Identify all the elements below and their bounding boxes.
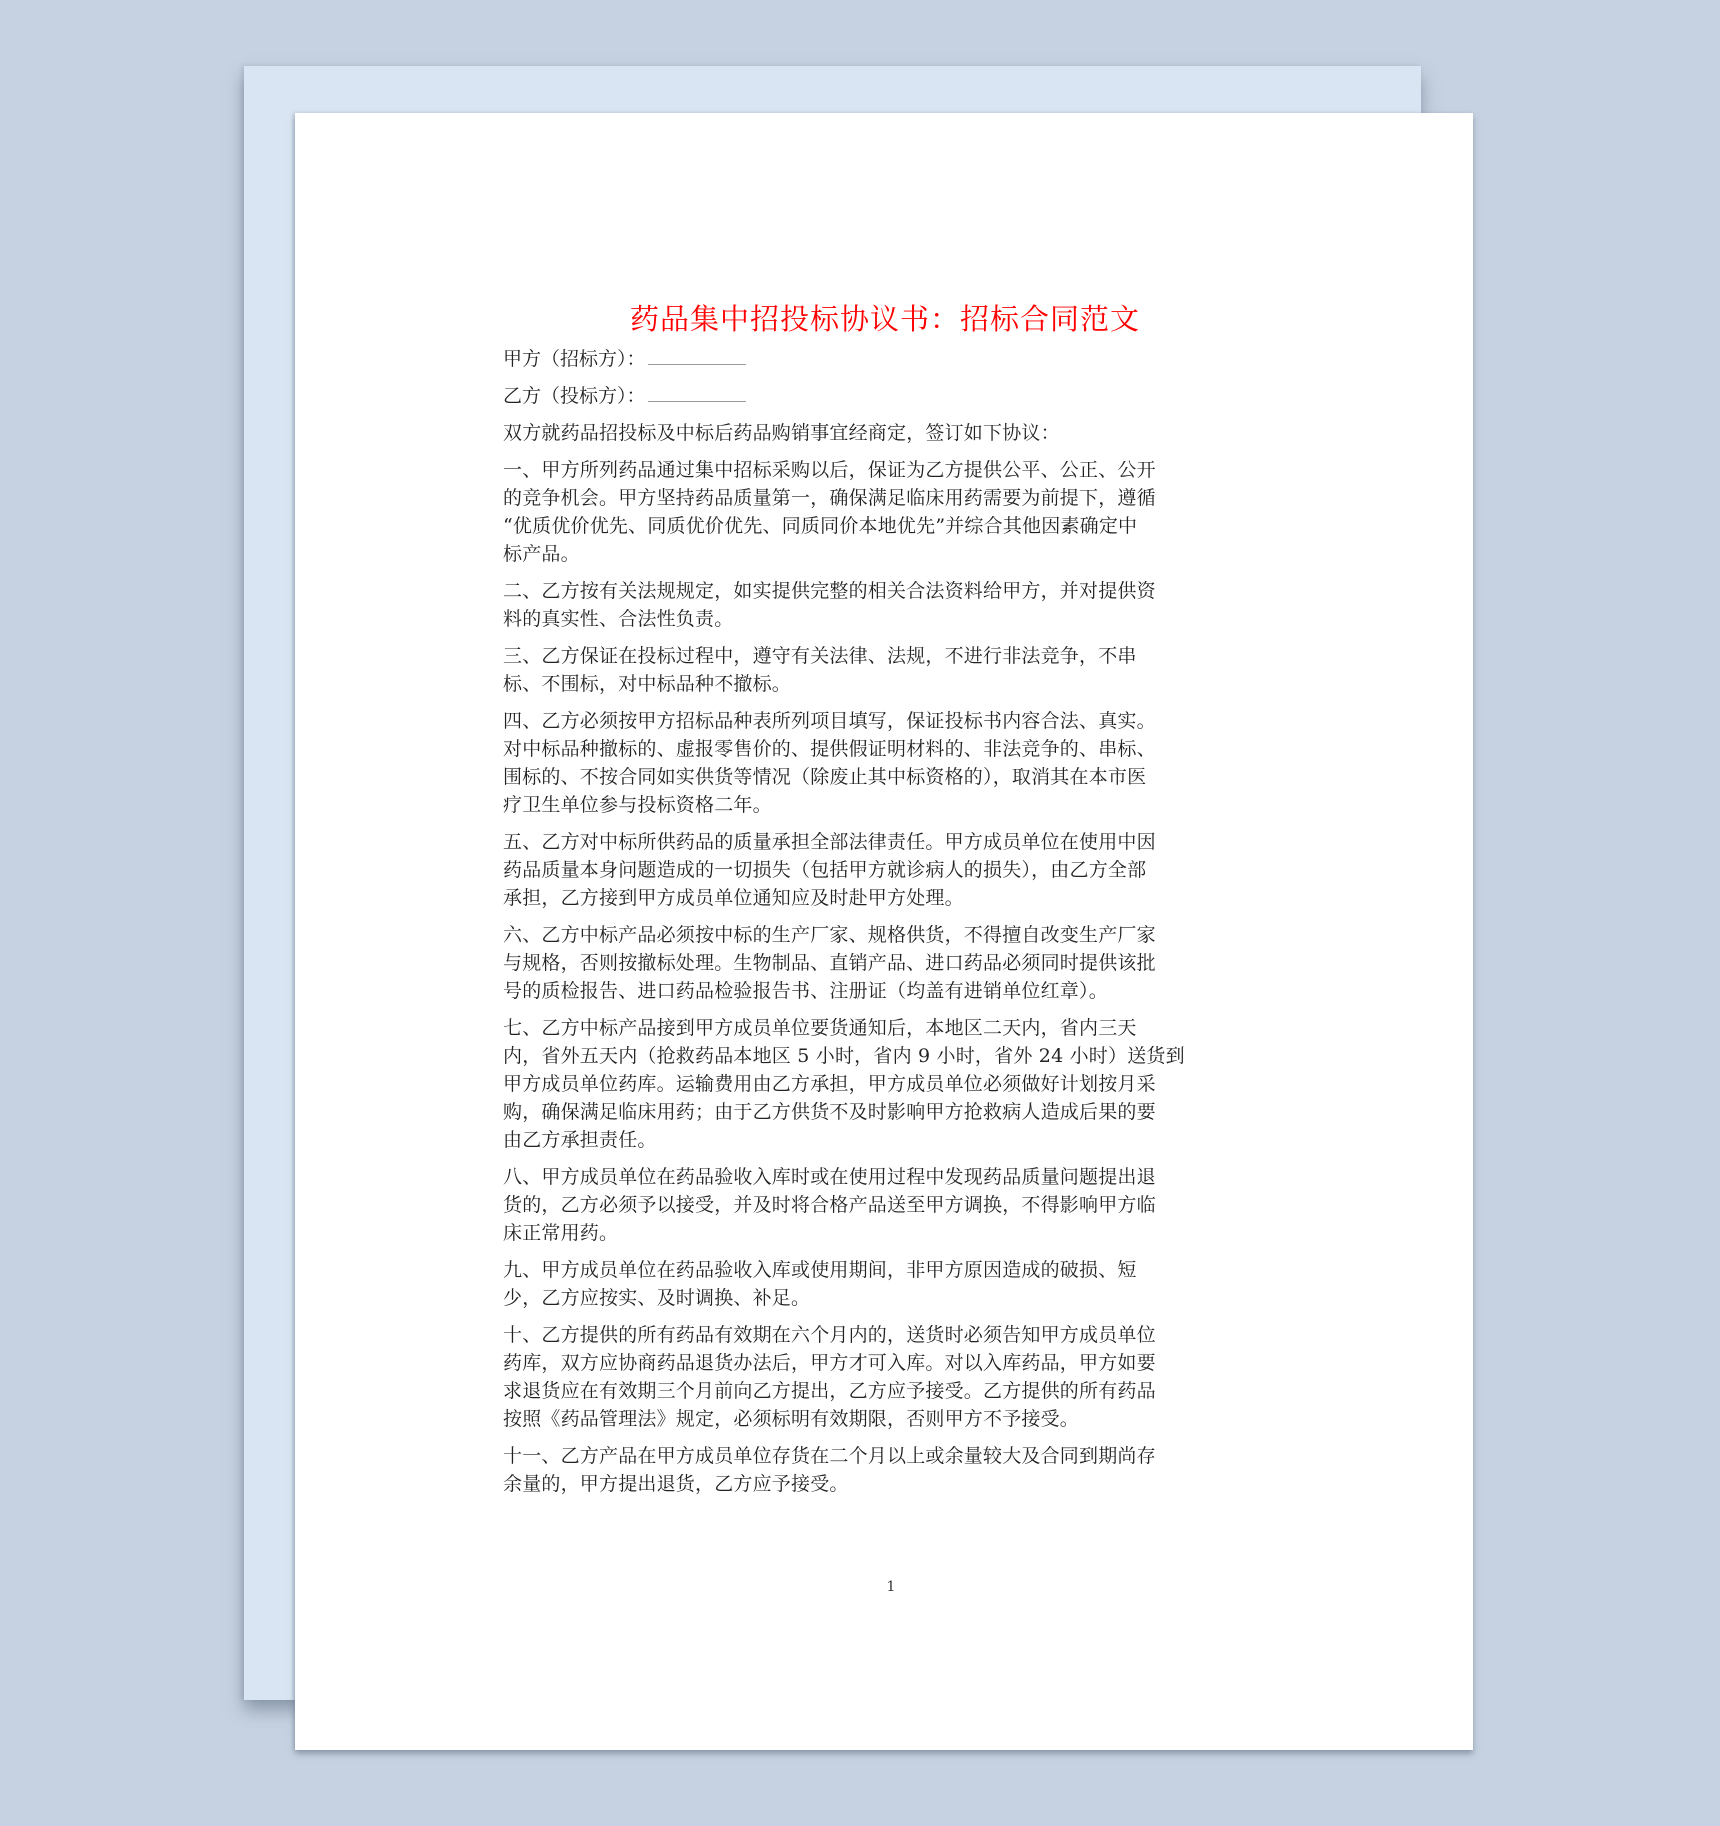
clause-line: 八、甲方成员单位在药品验收入库时或在使用过程中发现药品质量问题提出退: [503, 1166, 1156, 1188]
clause-line: 料的真实性、合法性负责。: [503, 608, 734, 630]
clause-line: 围标的、不按合同如实供货等情况（除废止其中标资格的），取消其在本市医: [503, 766, 1147, 788]
clause-line: 与规格，否则按撤标处理。生物制品、直销产品、进口药品必须同时提供该批: [503, 952, 1156, 974]
clause-line: 床正常用药。: [503, 1222, 619, 1244]
clause-line: 购，确保满足临床用药；由于乙方供货不及时影响甲方抢救病人造成后果的要: [503, 1101, 1156, 1123]
party-a-label: 甲方（招标方）：: [503, 348, 646, 370]
clause-line: 求退货应在有效期三个月前向乙方提出，乙方应予接受。乙方提供的所有药品: [503, 1380, 1156, 1402]
page-content: [503, 299, 1263, 1507]
clause-line: 六、乙方中标产品必须按中标的生产厂家、规格供货，不得擅自改变生产厂家: [503, 924, 1156, 946]
clause-line: 余量的，甲方提出退货，乙方应予接受。: [503, 1473, 849, 1495]
clause-line: 按照《药品管理法》规定，必须标明有效期限，否则甲方不予接受。: [503, 1408, 1080, 1430]
clause-line: 三、乙方保证在投标过程中，遵守有关法律、法规，不进行非法竞争，不串: [503, 645, 1137, 667]
party-b-blank[interactable]: [648, 383, 746, 402]
clause-5: [503, 828, 1263, 912]
party-b-label: 乙方（投标方）：: [503, 385, 646, 407]
clause-10: [503, 1321, 1263, 1433]
clause-4: [503, 707, 1263, 819]
clause-11: [503, 1442, 1263, 1498]
page-number: 1: [886, 1579, 896, 1595]
clause-line: 十、乙方提供的所有药品有效期在六个月内的，送货时必须告知甲方成员单位: [503, 1324, 1156, 1346]
clause-3: [503, 642, 1263, 698]
clause-line: 疗卫生单位参与投标资格二年。: [503, 794, 772, 816]
party-a-field: [503, 345, 1263, 373]
clause-line: 的竞争机会。甲方坚持药品质量第一，确保满足临床用药需要为前提下，遵循: [503, 487, 1156, 509]
clause-line: 甲方成员单位药库。运输费用由乙方承担，甲方成员单位必须做好计划按月采: [503, 1073, 1156, 1095]
clause-line: 四、乙方必须按甲方招标品种表所列项目填写，保证投标书内容合法、真实。: [503, 710, 1156, 732]
party-b-field: [503, 382, 1263, 410]
clause-6: [503, 921, 1263, 1005]
clause-7: [503, 1014, 1263, 1154]
clause-line: 九、甲方成员单位在药品验收入库或使用期间，非甲方原因造成的破损、短: [503, 1259, 1137, 1281]
document-title: 药品集中招投标协议书：招标合同范文: [629, 302, 1140, 336]
document-page: [295, 113, 1473, 1750]
clause-line: 五、乙方对中标所供药品的质量承担全部法律责任。甲方成员单位在使用中因: [503, 831, 1156, 853]
clause-line: 少，乙方应按实、及时调换、补足。: [503, 1287, 811, 1309]
clause-line: 号的质检报告、进口药品检验报告书、注册证（均盖有进销单位红章）。: [503, 980, 1108, 1002]
clause-8: [503, 1163, 1263, 1247]
clause-line: 十一、乙方产品在甲方成员单位存货在二个月以上或余量较大及合同到期尚存: [503, 1445, 1156, 1467]
clause-9: [503, 1256, 1263, 1312]
clause-line: 一、甲方所列药品通过集中招标采购以后，保证为乙方提供公平、公正、公开: [503, 459, 1156, 481]
clause-line: 承担，乙方接到甲方成员单位通知应及时赴甲方处理。: [503, 887, 964, 909]
intro-text: 双方就药品招投标及中标后药品购销事宜经商定，签订如下协议：: [503, 422, 1060, 444]
clause-line: 七、乙方中标产品接到甲方成员单位要货通知后，本地区二天内，省内三天: [503, 1017, 1137, 1039]
clause-line: 药库，双方应协商药品退货办法后，甲方才可入库。对以入库药品，甲方如要: [503, 1352, 1156, 1374]
clause-line: 二、乙方按有关法规规定，如实提供完整的相关合法资料给甲方，并对提供资: [503, 580, 1156, 602]
clause-1: [503, 456, 1263, 568]
intro-paragraph: [503, 419, 1263, 447]
clause-line: 内，省外五天内（抢救药品本地区 5 小时，省内 9 小时，省外 24 小时）送货到: [503, 1045, 1185, 1067]
clause-line: 由乙方承担责任。: [503, 1129, 657, 1151]
clause-line: 对中标品种撤标的、虚报零售价的、提供假证明材料的、非法竞争的、串标、: [503, 738, 1156, 760]
clause-line: “优质优价优先、同质优价优先、同质同价本地优先”并综合其他因素确定中: [503, 515, 1138, 537]
clause-line: 标、不围标，对中标品种不撤标。: [503, 673, 792, 695]
party-a-blank[interactable]: [648, 346, 746, 365]
clause-line: 货的，乙方必须予以接受，并及时将合格产品送至甲方调换，不得影响甲方临: [503, 1194, 1156, 1216]
clause-line: 药品质量本身问题造成的一切损失（包括甲方就诊病人的损失），由乙方全部: [503, 859, 1147, 881]
clause-line: 标产品。: [503, 543, 580, 565]
clause-2: [503, 577, 1263, 633]
